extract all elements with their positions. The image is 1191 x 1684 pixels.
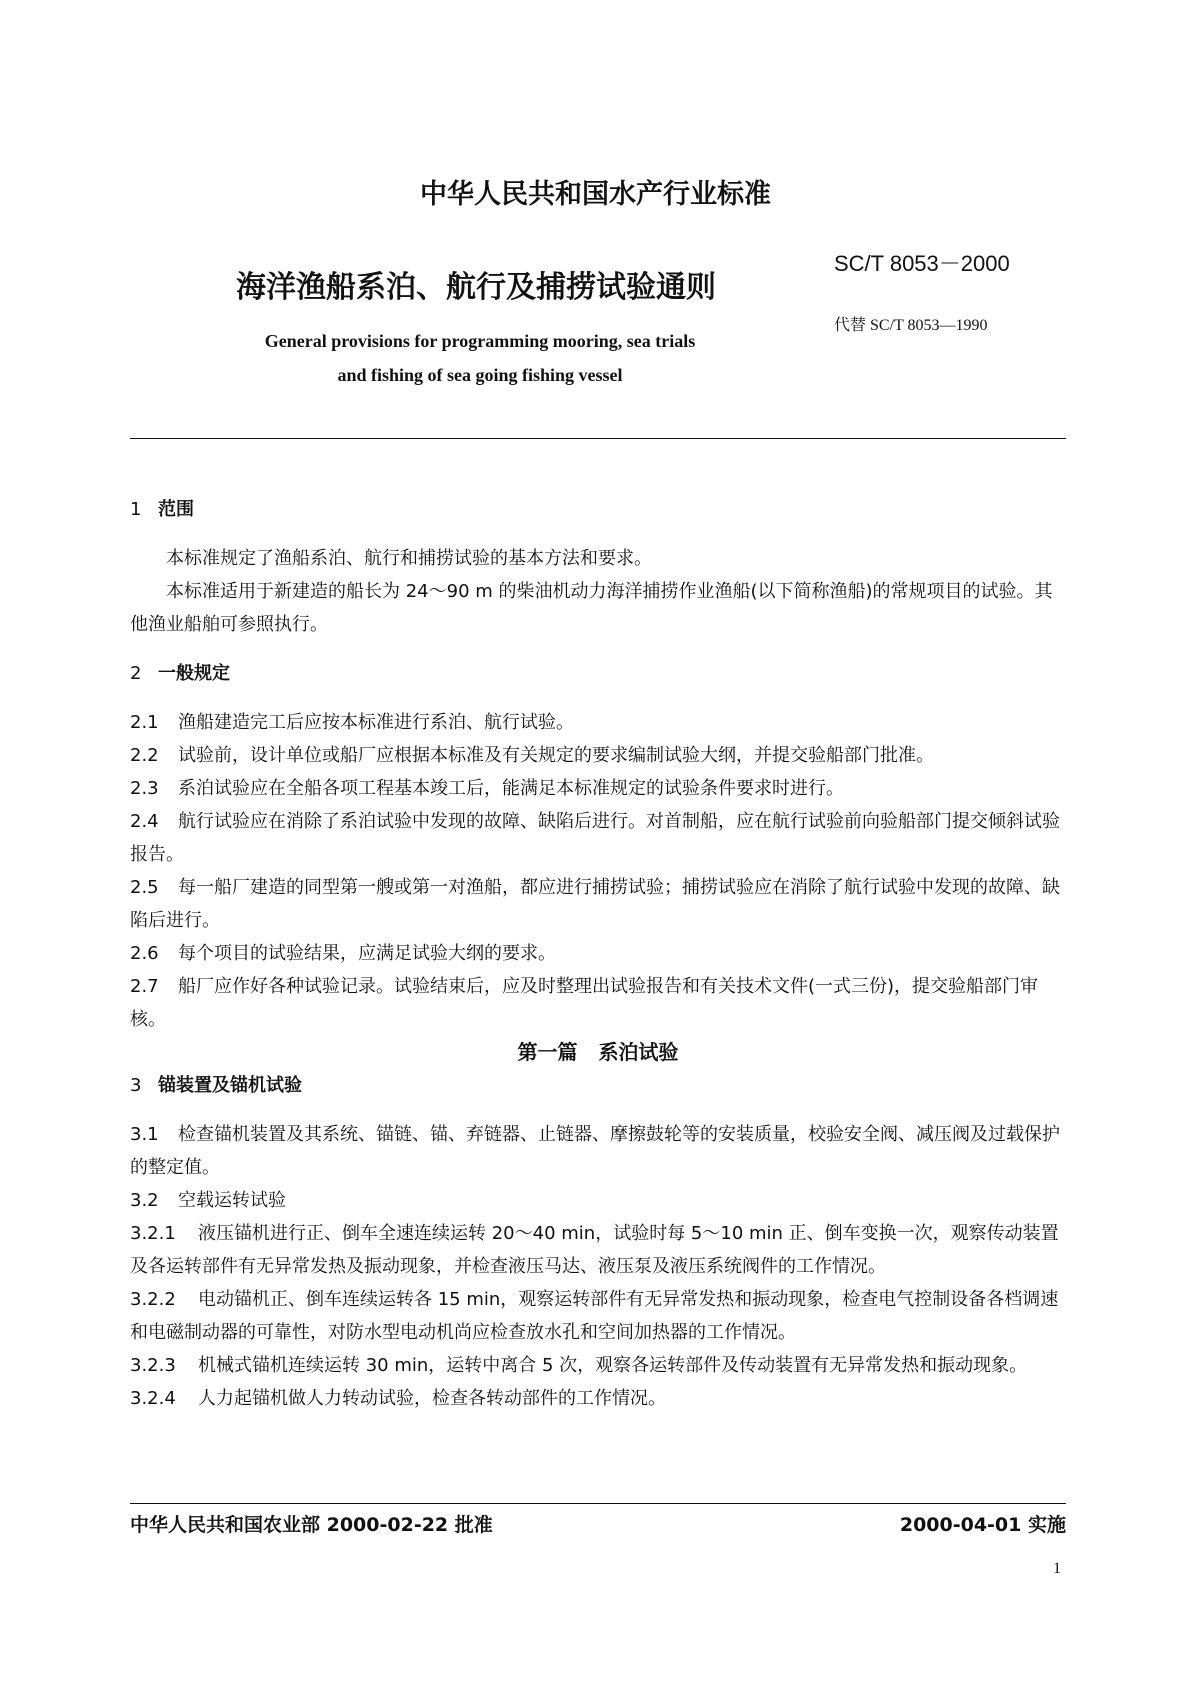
clause-3-2-2: 3.2.2 电动锚机正、倒车连续运转各 15 min，观察运转部件有无异常发热和振动现象，检查电气控制设备各档调速和电磁制动器的可靠性，对防水型电动机尚应检查放水孔和空间加热器的工作情况。 bbox=[130, 1289, 1059, 1343]
page-number: 1 bbox=[1053, 1560, 1061, 1577]
section-2-heading: 2 一般规定 bbox=[130, 663, 230, 684]
issuing-authority: 中华人民共和国水产行业标准 bbox=[420, 179, 771, 210]
clause-2-3: 2.3 系泊试验应在全船各项工程基本竣工后，能满足本标准规定的试验条件要求时进行。 bbox=[130, 778, 844, 799]
footer-divider bbox=[130, 1503, 1066, 1504]
english-title bbox=[200, 324, 760, 392]
english-title-line-2: and fishing of sea going fishing vessel bbox=[337, 365, 623, 385]
approval-line: 中华人民共和国农业部 2000-02-22 批准 bbox=[130, 1514, 493, 1536]
clause-2-1: 2.1 渔船建造完工后应按本标准进行系泊、航行试验。 bbox=[130, 712, 574, 733]
clause-2-7: 2.7 船厂应作好各种试验记录。试验结束后，应及时整理出试验报告和有关技术文件(一式三份)，提交验船部门审核。 bbox=[130, 976, 1039, 1030]
clause-3-2-3: 3.2.3 机械式锚机连续运转 30 min，运转中离合 5 次，观察各运转部件及传动装置有无异常发热和振动现象。 bbox=[130, 1355, 1028, 1376]
header-divider bbox=[130, 438, 1066, 439]
clause-2-5: 2.5 每一船厂建造的同型第一艘或第一对渔船，都应进行捕捞试验；捕捞试验应在消除了航行试验中发现的故障、缺陷后进行。 bbox=[130, 877, 1060, 931]
document-body bbox=[130, 493, 1066, 1415]
clause-2-2: 2.2 试验前，设计单位或船厂应根据本标准及有关规定的要求编制试验大纲，并提交验船部门批准。 bbox=[130, 745, 934, 766]
section-1-heading: 1 范围 bbox=[130, 499, 194, 520]
replaces-standard: 代替 SC/T 8053—1990 bbox=[834, 317, 988, 334]
clause-2-4: 2.4 航行试验应在消除了系泊试验中发现的故障、缺陷后进行。对首制船，应在航行试验前向验船部门提交倾斜试验报告。 bbox=[130, 811, 1060, 865]
section-1-paragraph: 本标准适用于新建造的船长为 24～90 m 的柴油机动力海洋捕捞作业渔船(以下简称渔船)的常规项目的试验。其他渔业船舶可参照执行。 bbox=[130, 581, 1053, 635]
part-1-heading: 第一篇 系泊试验 bbox=[517, 1040, 679, 1064]
clause-3-2: 3.2 空载运转试验 bbox=[130, 1190, 286, 1211]
implementation-date: 2000-04-01 实施 bbox=[899, 1514, 1066, 1536]
english-title-line-1: General provisions for programming mooring, sea trials bbox=[264, 331, 696, 351]
clause-3-2-1: 3.2.1 液压锚机进行正、倒车全速连续运转 20～40 min，试验时每 5～10 min 正、倒车变换一次，观察传动装置及各运转部件有无异常发热及振动现象，并检查液压马达、液压泵及液压系统阀件的工作情况。 bbox=[130, 1223, 1059, 1277]
standard-code: SC/T 8053－2000 bbox=[834, 251, 1010, 276]
section-1-paragraph: 本标准规定了渔船系泊、航行和捕捞试验的基本方法和要求。 bbox=[166, 548, 652, 569]
clause-2-6: 2.6 每个项目的试验结果，应满足试验大纲的要求。 bbox=[130, 943, 556, 964]
section-3-heading: 3 锚装置及锚机试验 bbox=[130, 1075, 302, 1096]
clause-3-2-4: 3.2.4 人力起锚机做人力转动试验，检查各转动部件的工作情况。 bbox=[130, 1388, 666, 1409]
document-title: 海洋渔船系泊、航行及捕捞试验通则 bbox=[236, 270, 716, 305]
clause-3-1: 3.1 检查锚机装置及其系统、锚链、锚、弃链器、止链器、摩擦鼓轮等的安装质量，校验安全阀、减压阀及过载保护的整定值。 bbox=[130, 1124, 1060, 1178]
